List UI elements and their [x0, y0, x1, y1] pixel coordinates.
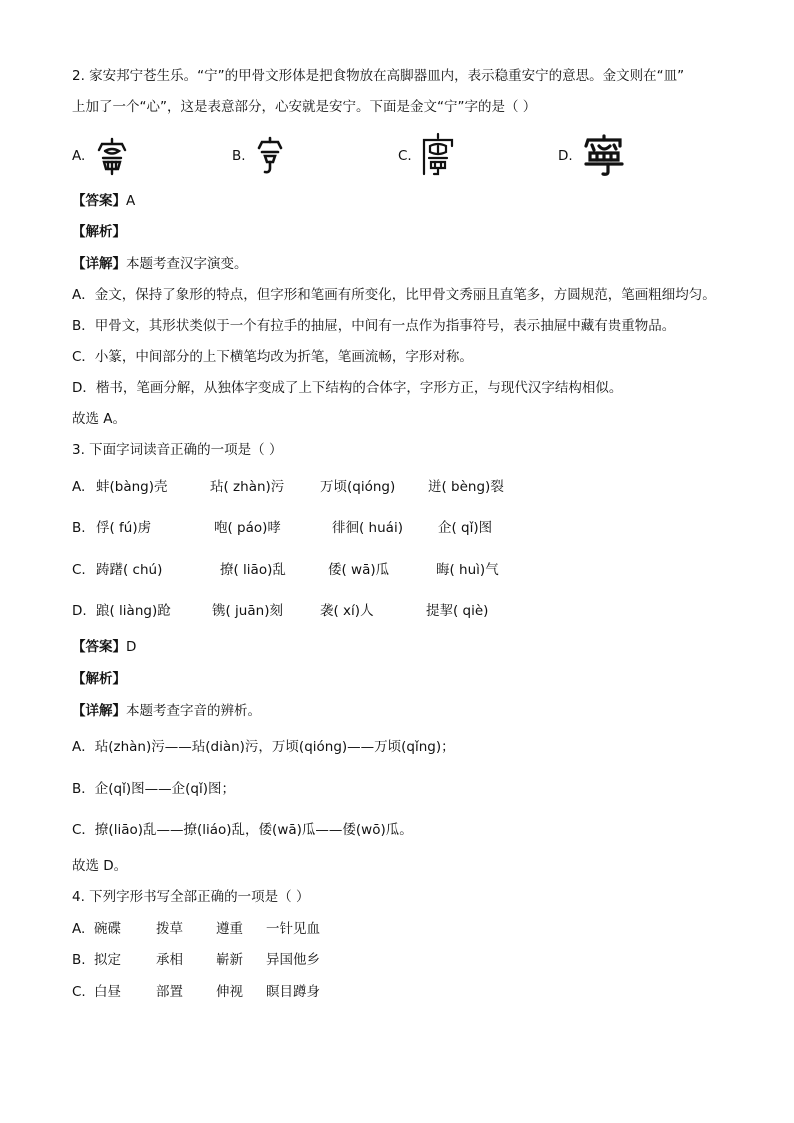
answer-tag: 【答案】 — [72, 193, 126, 209]
q2-stem-line2: 上加了一个“心”，这是表意部分，心安就是安宁。下面是金文“宁”字的是（ ） — [72, 99, 537, 115]
q2-explanation-d: D．楷书，笔画分解，从独体字变成了上下结构的合体字，字形方正，与现代汉字结构相似。 — [72, 380, 623, 396]
q2-analysis-tag: 【解析】 — [72, 224, 126, 240]
option-label: B. — [232, 148, 246, 164]
option-label: D. — [558, 148, 573, 164]
option-label: A. — [72, 921, 86, 937]
ning-oracle-glyph-icon — [254, 136, 286, 176]
q3-explanation-c: C．撩(liāo)乱——撩(liáo)乱，倭(wā)瓜——倭(wō)瓜。 — [72, 822, 413, 838]
option-item: 踉( liàng)跄 — [96, 603, 171, 619]
detail-text: 本题考查字音的辨析。 — [126, 703, 261, 719]
option-item: 嶄新 — [216, 952, 243, 968]
q4-stem: 4. 下列字形书写全部正确的一项是（ ） — [72, 889, 310, 905]
q3-stem: 3. 下面字词读音正确的一项是（ ） — [72, 442, 283, 458]
q2-explanation-a: A．金文，保持了象形的特点，但字形和笔画有所变化，比甲骨文秀丽且直笔多，方圆规范，笔画粗细均匀。 — [72, 287, 716, 303]
detail-text: 本题考查汉字演变。 — [126, 256, 248, 272]
option-item: 伸视 — [216, 984, 243, 1000]
option-label: D. — [72, 603, 87, 619]
answer-value: D — [126, 639, 137, 655]
option-item: 迸( bèng)裂 — [428, 479, 504, 495]
answer-tag: 【答案】 — [72, 639, 126, 655]
option-item: 承相 — [156, 952, 183, 968]
option-item: 玷( zhàn)污 — [210, 479, 285, 495]
option-item: 蚌(bàng)壳 — [96, 479, 168, 495]
q3-explanation-b: B．企(qǐ)图——企(qǐ)图； — [72, 781, 235, 797]
q2-stem-line1: 2. 家安邦宁苍生乐。“宁”的甲骨文形体是把食物放在高脚器皿内，表示稳重安宁的意思。金文则在“皿” — [72, 68, 685, 84]
option-item: 万顷(qióng) — [320, 479, 396, 495]
q3-answer — [72, 641, 136, 655]
option-item: 镌( juān)刻 — [212, 603, 283, 619]
q2-explanation-b: B．甲骨文，其形状类似于一个有拉手的抽屉，中间有一点作为指事符号，表示抽屉中藏有贵重物品。 — [72, 318, 676, 334]
option-item: 白昼 — [94, 984, 121, 1000]
option-item: 遵重 — [216, 921, 243, 937]
option-item: 部置 — [156, 984, 183, 1000]
q3-conclusion: 故选 D。 — [72, 858, 128, 874]
option-item: 俘( fú)虏 — [96, 520, 152, 536]
option-item: 袭( xí)人 — [320, 603, 374, 619]
option-label: C. — [72, 984, 86, 1000]
answer-value: A — [126, 193, 136, 209]
option-label: B. — [72, 520, 86, 536]
option-label: B. — [72, 952, 86, 968]
option-item: 异国他乡 — [266, 952, 320, 968]
option-item: 咆( páo)哮 — [214, 520, 281, 536]
option-item: 瞑目蹲身 — [266, 984, 320, 1000]
q4-option-b — [72, 954, 320, 968]
option-item: 一针见血 — [266, 921, 320, 937]
q4-option-a — [72, 923, 320, 937]
option-item: 晦( huì)气 — [436, 562, 499, 578]
q4-option-c — [72, 986, 320, 1000]
option-label: C. — [72, 562, 86, 578]
ning-seal-glyph-icon — [420, 132, 456, 176]
q2-detail — [72, 258, 248, 272]
q2-answer — [72, 195, 135, 209]
option-item: 倭( wā)瓜 — [328, 562, 390, 578]
option-item: 徘徊( huái) — [332, 520, 403, 536]
option-item: 踌躇( chú) — [96, 562, 163, 578]
q3-option-c — [72, 564, 499, 578]
q3-option-d — [72, 605, 488, 619]
q3-option-a — [72, 481, 504, 495]
option-item: 企( qǐ)图 — [438, 520, 493, 536]
option-label: A. — [72, 479, 86, 495]
q2-conclusion: 故选 A。 — [72, 411, 127, 427]
q3-option-b — [72, 522, 492, 536]
option-label: C. — [398, 148, 412, 164]
detail-tag: 【详解】 — [72, 256, 126, 272]
detail-tag: 【详解】 — [72, 703, 126, 719]
ning-regular-glyph-icon — [582, 134, 626, 176]
q3-detail — [72, 705, 261, 719]
option-item: 提挈( qiè) — [426, 603, 489, 619]
option-label: A. — [72, 148, 86, 164]
option-item: 碗碟 — [94, 921, 121, 937]
option-item: 拨草 — [156, 921, 183, 937]
option-item: 拟定 — [94, 952, 121, 968]
q2-explanation-c: C．小篆，中间部分的上下横笔均改为折笔，笔画流畅，字形对称。 — [72, 349, 473, 365]
option-item: 撩( liāo)乱 — [220, 562, 286, 578]
q3-analysis-tag: 【解析】 — [72, 671, 126, 687]
ning-bronze-glyph-icon — [94, 136, 130, 176]
q3-explanation-a: A．玷(zhàn)污——玷(diàn)污，万顷(qióng)——万顷(qǐng)； — [72, 739, 455, 755]
